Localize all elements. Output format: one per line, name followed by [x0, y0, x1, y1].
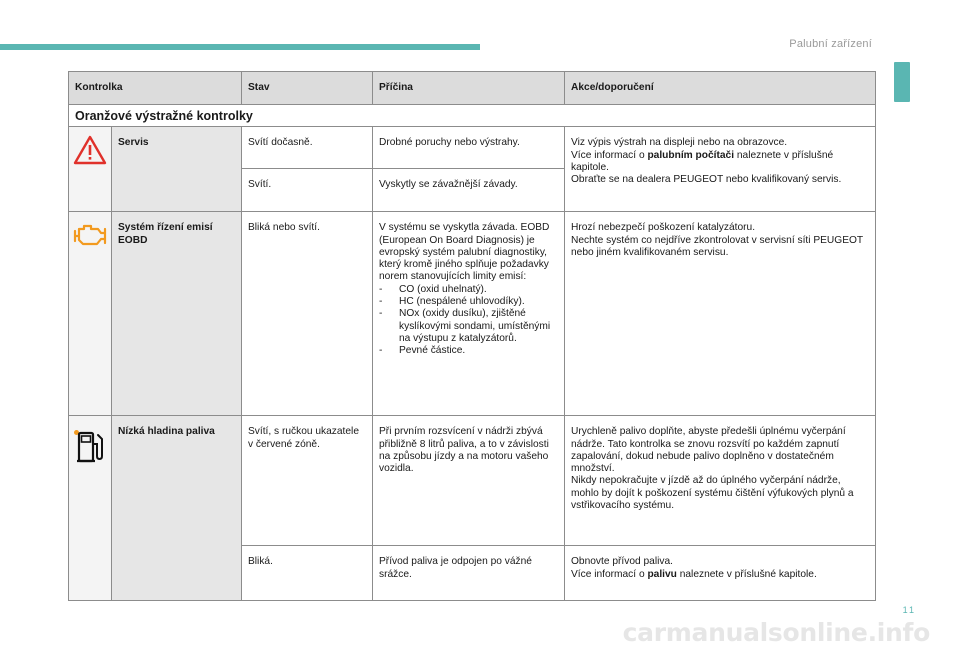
action-text: Více informací o palivu naleznete v příslušné kapitole. — [571, 568, 817, 580]
cause-cell: Přívod paliva je odpojen po vážné srážce. — [373, 546, 565, 601]
action-text: Více informací o palubním počítači naleznete v příslušné kapitole. — [571, 149, 834, 173]
action-cell — [565, 127, 876, 212]
state-cell: Svítí dočasně. — [242, 127, 373, 169]
list-item: - Pevné částice. — [379, 345, 558, 357]
action-cell — [565, 546, 876, 601]
emission-list — [379, 284, 558, 358]
table-row — [69, 212, 876, 416]
col-header-akce: Akce/doporučení — [565, 72, 876, 105]
action-cell — [565, 212, 876, 416]
top-accent-bar — [0, 44, 480, 50]
cause-intro: V systému se vyskytla závada. EOBD (European On Board Diagnosis) je evropský systém palubní diagnostiky, který kromě jiného splňuje požadavky norem stanovujících limity emisí: — [379, 222, 550, 283]
light-name: Servis — [112, 127, 242, 212]
col-header-kontrolka: Kontrolka — [69, 72, 242, 105]
action-text: Nechte systém co nejdříve zkontrolovat v servisní síti PEUGEOT nebo jiném kvalifikovaném servisu. — [571, 234, 863, 258]
page-number: 11 — [902, 605, 916, 615]
state-cell: Svítí. — [242, 169, 373, 212]
fuel-pump-icon — [75, 430, 105, 464]
action-text: Nikdy nepokračujte v jízdě až do úplného vyčerpání nádrže, mohlo by dojít k poškození systému čištění výfukových plynů a vstřikovacího systému. — [571, 475, 854, 512]
action-cell — [565, 416, 876, 546]
action-text: Obnovte přívod paliva. — [571, 556, 673, 568]
action-text: Viz výpis výstrah na displeji nebo na obrazovce. — [571, 137, 788, 149]
state-cell: Bliká nebo svítí. — [242, 212, 373, 416]
action-text: Hrozí nebezpečí poškození katalyzátoru. — [571, 222, 756, 234]
action-text: Urychleně palivo doplňte, abyste předešli úplnému vyčerpání nádrže. Tato kontrolka se znovu rozsvítí po každém zapnutí zapalování, dokud nebude palivo doplněno v dostatečném množství. — [571, 426, 846, 475]
section-row — [69, 105, 876, 127]
cause-cell: Při prvním rozsvícení v nádrži zbývá přibližně 8 litrů paliva, a to v závislosti na způsobu jízdy a na motoru vašeho vozidla. — [373, 416, 565, 546]
icon-cell — [69, 127, 112, 212]
cause-cell: Vyskytly se závažnější závady. — [373, 169, 565, 212]
table-row — [69, 416, 876, 546]
cause-cell — [373, 212, 565, 416]
icon-cell — [69, 416, 112, 601]
list-item: - NOx (oxidy dusíku), zjištěné kyslíkovými sondami, umístěnými na výstupu z katalyzátorů. — [379, 308, 558, 345]
chapter-tab — [894, 62, 910, 102]
icon-cell — [69, 212, 112, 416]
light-name: Nízká hladina paliva — [112, 416, 242, 601]
action-link-text: palivu — [647, 568, 677, 580]
list-item: - CO (oxid uhelnatý). — [379, 284, 558, 296]
warning-lights-table — [68, 71, 876, 601]
cause-cell: Drobné poruchy nebo výstrahy. — [373, 127, 565, 169]
col-header-stav: Stav — [242, 72, 373, 105]
state-cell: Svítí, s ručkou ukazatele v červené zóně. — [242, 416, 373, 546]
warning-triangle-icon — [73, 135, 107, 165]
table-row — [69, 127, 876, 169]
section-title: Oranžové výstražné kontrolky — [69, 105, 876, 127]
action-link-text: palubním počítači — [647, 149, 735, 161]
action-text: Obraťte se na dealera PEUGEOT nebo kvalifikovaný servis. — [571, 174, 842, 186]
state-cell: Bliká. — [242, 546, 373, 601]
table-header-row — [69, 72, 876, 105]
watermark: carmanualsonline.info — [622, 618, 930, 647]
list-item: - HC (nespálené uhlovodíky). — [379, 296, 558, 308]
section-header-title: Palubní zařízení — [789, 38, 872, 50]
engine-icon — [72, 222, 108, 248]
light-name: Systém řízení emisí EOBD — [112, 212, 242, 416]
col-header-pricina: Příčina — [373, 72, 565, 105]
